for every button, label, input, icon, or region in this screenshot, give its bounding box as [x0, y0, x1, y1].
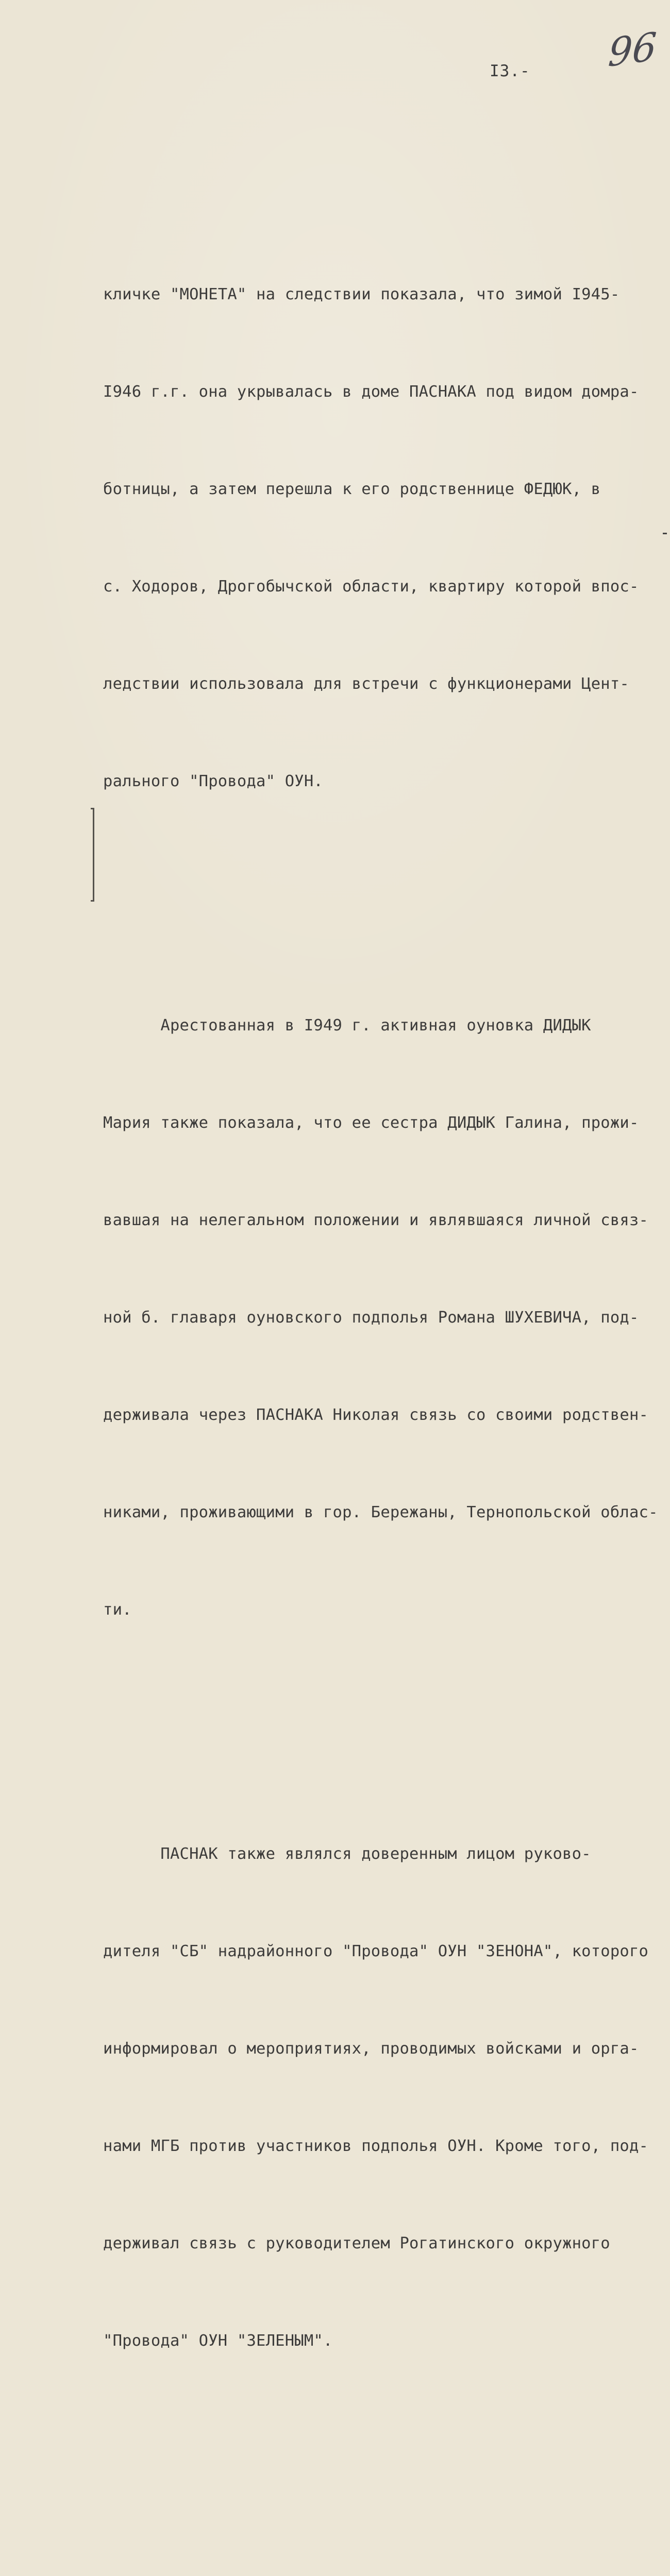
page-number: I3.-	[490, 62, 530, 80]
text-line: ной б. главаря оуновского подполья Романа ШУХЕВИЧА, под-	[103, 1309, 639, 1327]
paragraph-2	[103, 944, 670, 1691]
text-line: ПАСНАК также являлся доверенным лицом руково-	[103, 1845, 591, 1863]
handwritten-archive-number: 96	[607, 24, 658, 76]
text-line: рального "Провода" ОУН.	[103, 772, 323, 790]
margin-bracket-mark	[93, 808, 94, 902]
text-line: "Провода" ОУН "ЗЕЛЕНЫМ".	[103, 2332, 333, 2350]
text-line: кличке "МОНЕТА" на следствии показала, что зимой I945-	[103, 285, 620, 303]
text-line: никами, проживающими в гор. Бережаны, Тернопольской облас-	[103, 1503, 658, 1521]
text-line: нами МГБ против участников подполья ОУН. Кроме того, под-	[103, 2137, 649, 2155]
document-body	[103, 148, 670, 2576]
text-line: дителя "СБ" надрайонного "Провода" ОУН "ЗЕНОНА", которого	[103, 1942, 649, 1960]
text-line: I946 г.г. она укрывалась в доме ПАСНАКА под видом домра-	[103, 383, 639, 401]
text-line: вавшая на нелегальном положении и являвшаяся личной связ-	[103, 1211, 649, 1229]
text-line: информировал о мероприятиях, проводимых войсками и орга-	[103, 2040, 639, 2058]
text-line: Арестованная в I949 г. активная оуновка ДИДЫК	[103, 1016, 591, 1035]
text-line: держивала через ПАСНАКА Николая связь со своими родствен-	[103, 1406, 649, 1424]
text-line: ти.	[103, 1601, 132, 1619]
paragraph-3	[103, 1773, 670, 2422]
text-line: Мария также показала, что ее сестра ДИДЫК Галина, прожи-	[103, 1114, 639, 1132]
paragraph-1	[103, 213, 670, 862]
text-line: ледствии использовала для встречи с функционерами Цент-	[103, 675, 629, 693]
text-line: ботницы, а затем перешла к его родственнице ФЕДЮК, в	[103, 480, 601, 498]
text-line: с. Ходоров, Дрогобычской области, квартиру которой впос-	[103, 578, 639, 596]
paragraph-4	[103, 2504, 670, 2576]
text-line	[103, 2569, 670, 2576]
text-line: держивал связь с руководителем Рогатинского окружного	[103, 2234, 610, 2252]
edge-dash-mark	[663, 533, 667, 534]
